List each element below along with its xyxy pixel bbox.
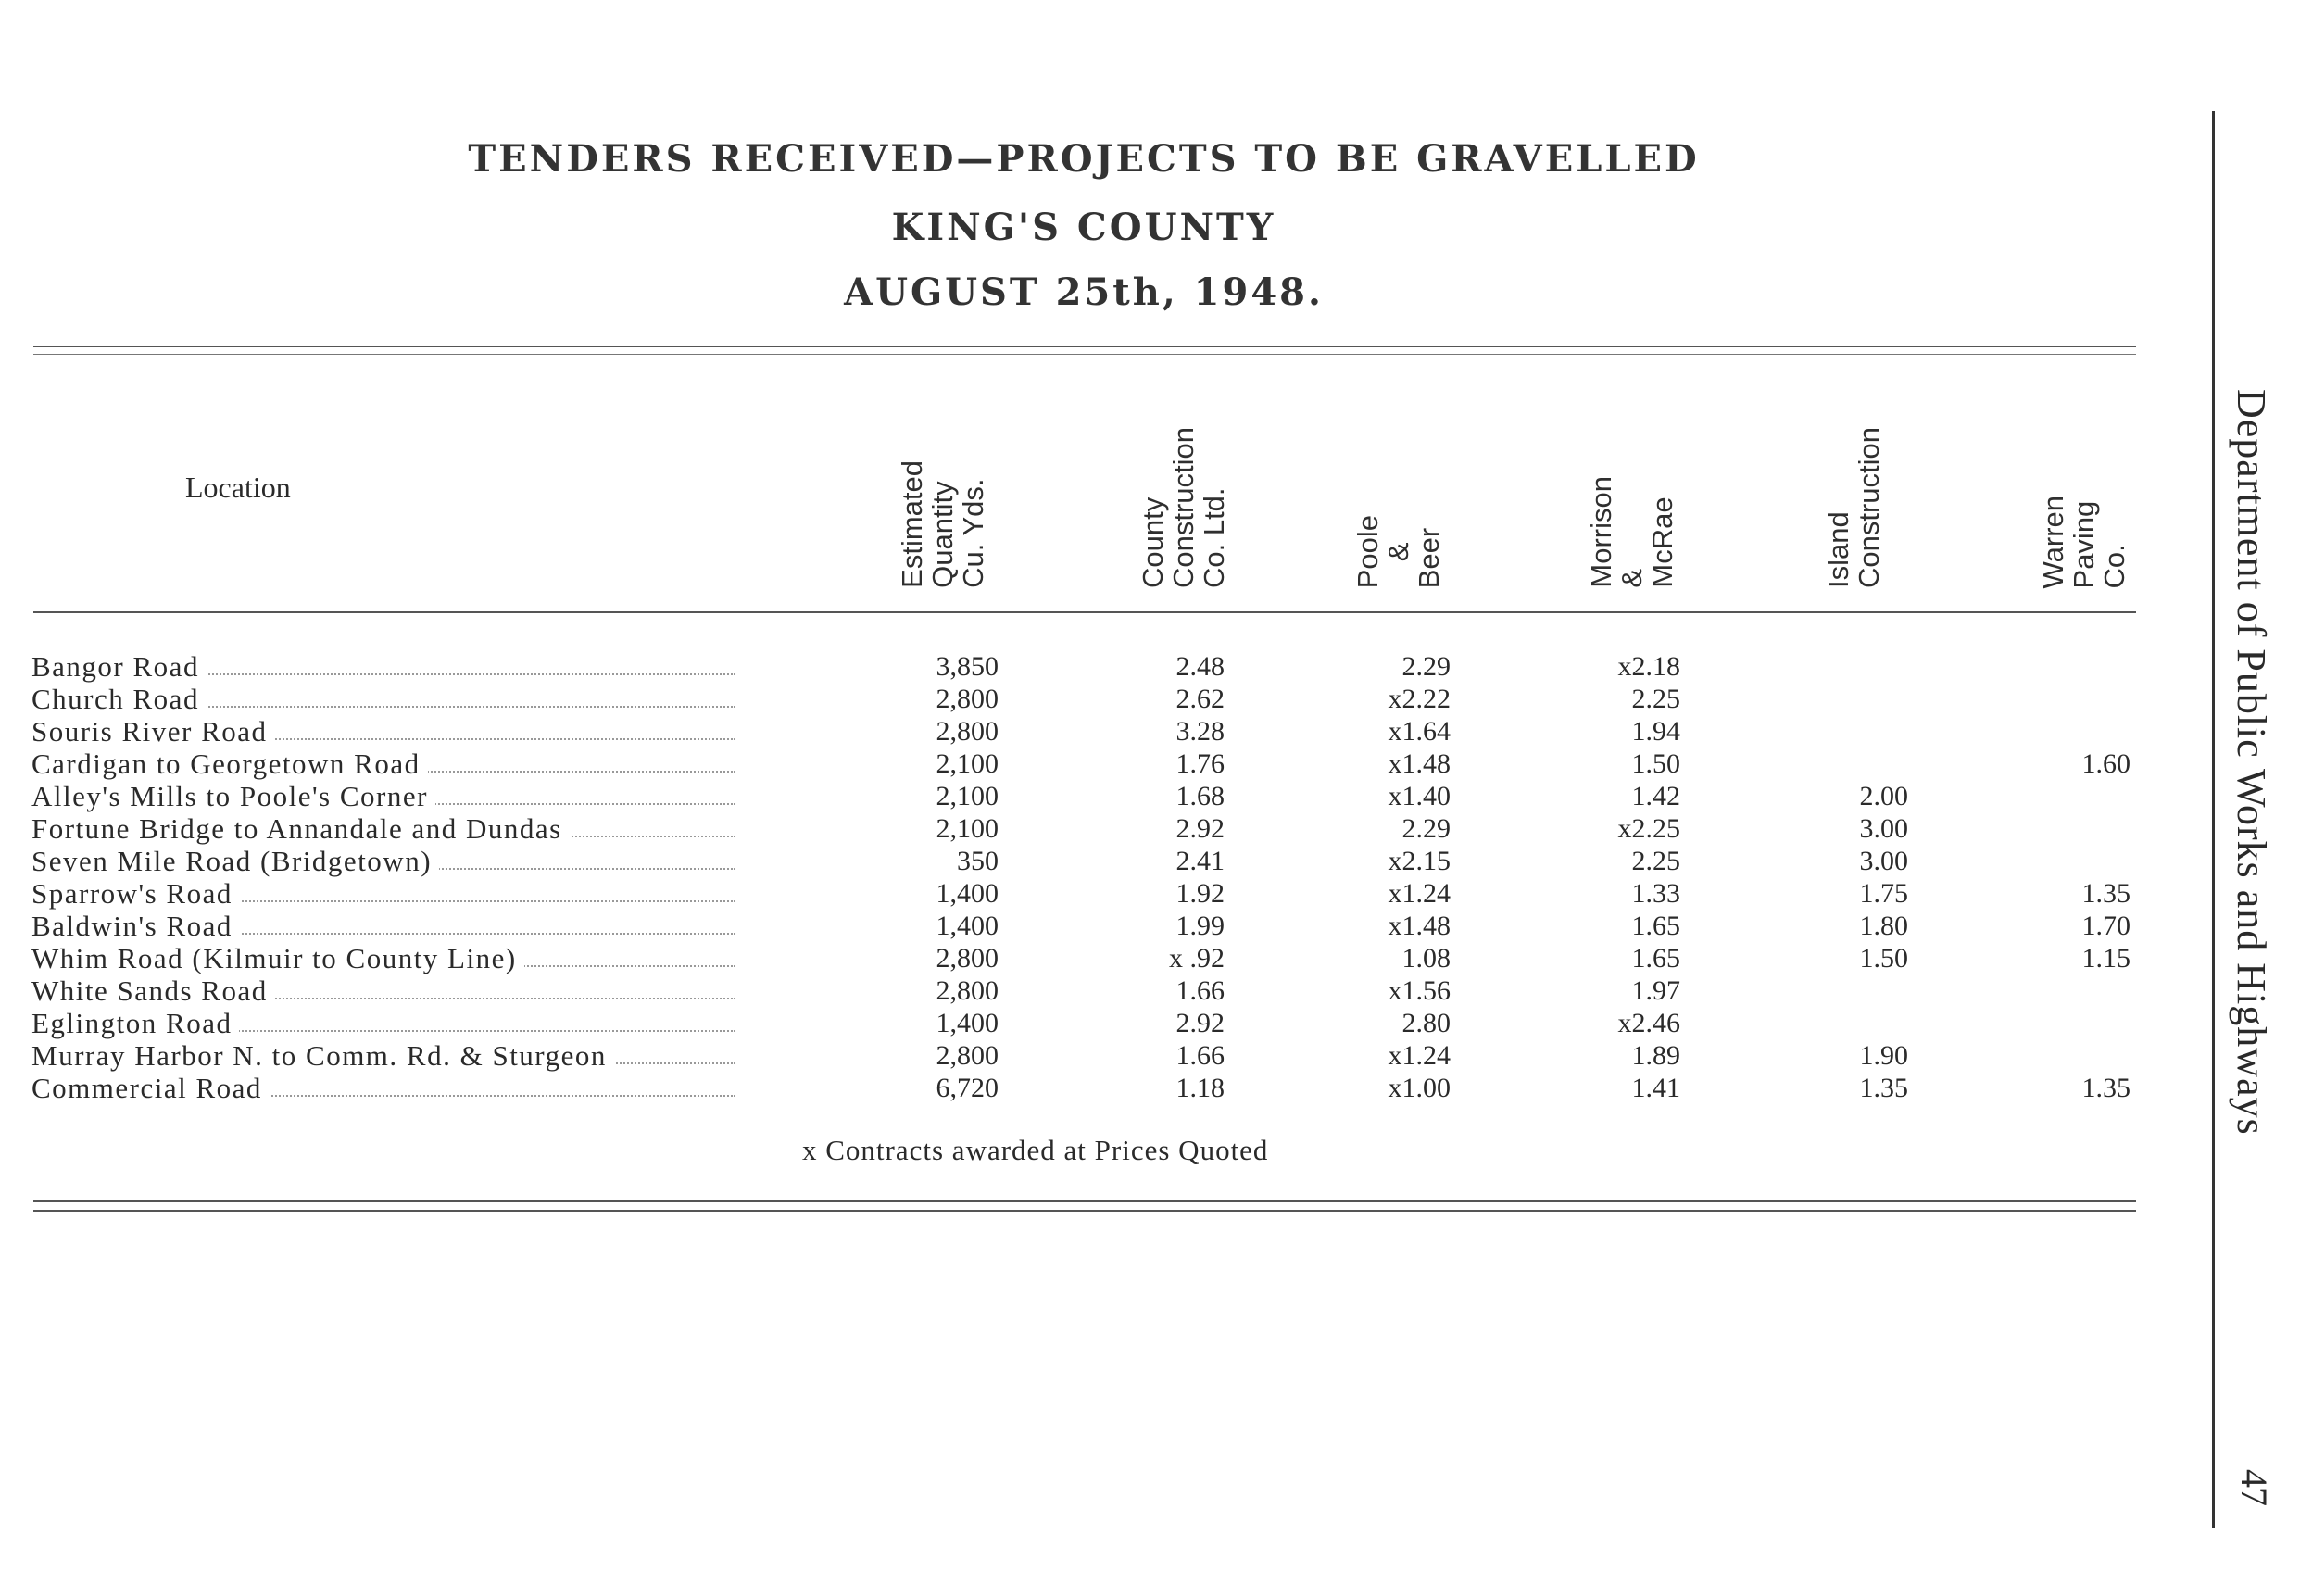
cell-island xyxy=(1760,650,1908,683)
table-row xyxy=(0,812,2168,845)
cell-quantity: 2,100 xyxy=(936,781,999,811)
cell-morrison: 1.41 xyxy=(1631,1073,1680,1103)
header-island xyxy=(1823,427,1884,588)
location-name: White Sands Road xyxy=(31,974,275,1007)
cell-warren: 1.70 xyxy=(2081,911,2130,941)
cell-quantity: 350 xyxy=(957,846,999,876)
cell-island xyxy=(1760,683,1908,715)
cell-warren xyxy=(1964,780,2130,812)
row-location xyxy=(31,812,735,845)
cell-island: 1.75 xyxy=(1859,878,1908,909)
cell-morrison: 1.33 xyxy=(1631,878,1680,909)
cell-island: 1.50 xyxy=(1859,943,1908,974)
header-quantity xyxy=(897,460,988,588)
table-row xyxy=(0,1039,2168,1072)
cell-warren: 1.35 xyxy=(2081,1073,2130,1103)
cell-morrison: 1.65 xyxy=(1631,943,1680,974)
bottom-rule-thin xyxy=(33,1210,2136,1212)
cell-warren xyxy=(1964,683,2130,715)
cell-poole: x1.24 xyxy=(1388,878,1451,909)
header-poole-line1: Poole xyxy=(1351,514,1384,588)
location-name: Cardigan to Georgetown Road xyxy=(31,748,428,780)
header-quantity-line3: Cu. Yds. xyxy=(957,478,989,588)
table-row xyxy=(0,683,2168,715)
header-poole xyxy=(1352,515,1444,588)
cell-quantity: 2,800 xyxy=(936,1040,999,1071)
header-quantity-line1: Estimated xyxy=(896,460,928,588)
header-morrison-line1: Morrison xyxy=(1585,476,1617,588)
cell-island: 2.00 xyxy=(1859,781,1908,811)
cell-morrison: x2.46 xyxy=(1617,1008,1680,1038)
cell-island xyxy=(1760,748,1908,780)
cell-county: 1.66 xyxy=(1175,1040,1225,1071)
table-row xyxy=(0,877,2168,910)
cell-island: 3.00 xyxy=(1859,846,1908,876)
header-county xyxy=(1137,427,1229,588)
bottom-rule xyxy=(33,1200,2136,1202)
header-county-line3: Co. Ltd. xyxy=(1198,487,1230,588)
cell-island: 1.35 xyxy=(1859,1073,1908,1103)
header-island-line1: Island xyxy=(1822,511,1854,588)
cell-quantity: 2,800 xyxy=(936,716,999,747)
cell-poole: x1.40 xyxy=(1388,781,1451,811)
cell-warren xyxy=(1964,812,2130,845)
header-county-line1: County xyxy=(1137,496,1169,588)
date-subtitle: AUGUST 25th, 1948. xyxy=(844,270,1324,314)
row-location xyxy=(31,748,735,780)
header-morrison xyxy=(1586,476,1678,588)
header-location: Location xyxy=(185,471,291,504)
cell-morrison: x2.18 xyxy=(1617,651,1680,682)
county-subtitle: KING'S COUNTY xyxy=(891,206,1276,249)
cell-morrison: 1.50 xyxy=(1631,748,1680,779)
location-name: Church Road xyxy=(31,683,207,715)
location-name: Baldwin's Road xyxy=(31,910,240,942)
cell-island: 1.80 xyxy=(1859,911,1908,941)
header-warren-line3: Co. xyxy=(2098,543,2130,588)
header-warren-line1: Warren xyxy=(2037,495,2069,588)
location-name: Whim Road (Kilmuir to County Line) xyxy=(31,942,524,974)
side-rule xyxy=(2212,111,2215,1528)
row-location xyxy=(31,1039,735,1072)
row-location xyxy=(31,1007,735,1039)
page-number: 47 xyxy=(2233,1469,2275,1506)
cell-poole: 2.29 xyxy=(1401,813,1451,844)
cell-county: 1.99 xyxy=(1175,911,1225,941)
table-row xyxy=(0,942,2168,974)
table-row xyxy=(0,715,2168,748)
cell-island xyxy=(1760,715,1908,748)
cell-morrison: 1.97 xyxy=(1631,975,1680,1006)
cell-warren: 1.60 xyxy=(2081,748,2130,779)
cell-morrison: x2.25 xyxy=(1617,813,1680,844)
cell-poole: x1.64 xyxy=(1388,716,1451,747)
cell-poole: x1.56 xyxy=(1388,975,1451,1006)
cell-county: 2.41 xyxy=(1175,846,1225,876)
location-name: Murray Harbor N. to Comm. Rd. & Sturgeon xyxy=(31,1039,614,1072)
cell-county: 1.18 xyxy=(1175,1073,1225,1103)
cell-poole: x1.24 xyxy=(1388,1040,1451,1071)
document-title: TENDERS RECEIVED—PROJECTS TO BE GRAVELLED xyxy=(468,137,1700,181)
row-location xyxy=(31,942,735,974)
cell-morrison: 2.25 xyxy=(1631,846,1680,876)
cell-island: 3.00 xyxy=(1859,813,1908,844)
header-quantity-line2: Quantity xyxy=(926,481,959,588)
cell-morrison: 2.25 xyxy=(1631,684,1680,714)
table-row xyxy=(0,974,2168,1007)
cell-county: 1.92 xyxy=(1175,878,1225,909)
location-name: Commercial Road xyxy=(31,1072,270,1104)
cell-morrison: 1.94 xyxy=(1631,716,1680,747)
row-location xyxy=(31,974,735,1007)
header-island-line2: Construction xyxy=(1853,426,1885,588)
cell-morrison: 1.42 xyxy=(1631,781,1680,811)
cell-quantity: 1,400 xyxy=(936,1008,999,1038)
location-name: Bangor Road xyxy=(31,650,207,683)
cell-county: 1.66 xyxy=(1175,975,1225,1006)
table-row xyxy=(0,910,2168,942)
cell-quantity: 3,850 xyxy=(936,651,999,682)
cell-county: 1.76 xyxy=(1175,748,1225,779)
cell-county: 2.92 xyxy=(1175,813,1225,844)
header-county-line2: Construction xyxy=(1167,426,1200,588)
cell-quantity: 2,800 xyxy=(936,975,999,1006)
cell-island: 1.90 xyxy=(1859,1040,1908,1071)
table-row xyxy=(0,1072,2168,1104)
cell-morrison: 1.65 xyxy=(1631,911,1680,941)
row-location xyxy=(31,780,735,812)
cell-poole: x1.48 xyxy=(1388,911,1451,941)
cell-warren: 1.15 xyxy=(2081,943,2130,974)
table-row xyxy=(0,650,2168,683)
cell-warren xyxy=(1964,1007,2130,1039)
cell-quantity: 1,400 xyxy=(936,878,999,909)
cell-warren xyxy=(1964,650,2130,683)
header-poole-line3: Beer xyxy=(1413,527,1445,588)
table-row xyxy=(0,845,2168,877)
cell-county: 1.68 xyxy=(1175,781,1225,811)
top-rule xyxy=(33,346,2136,347)
table-row xyxy=(0,748,2168,780)
row-location xyxy=(31,683,735,715)
cell-poole: 1.08 xyxy=(1401,943,1451,974)
top-rule-thin xyxy=(33,354,2136,355)
header-morrison-line3: McRae xyxy=(1646,496,1678,588)
cell-county: 3.28 xyxy=(1175,716,1225,747)
cell-quantity: 6,720 xyxy=(936,1073,999,1103)
cell-poole: x2.22 xyxy=(1388,684,1451,714)
cell-poole: 2.80 xyxy=(1401,1008,1451,1038)
table-row xyxy=(0,1007,2168,1039)
cell-warren: 1.35 xyxy=(2081,878,2130,909)
cell-poole: x1.48 xyxy=(1388,748,1451,779)
footnote: x Contracts awarded at Prices Quoted xyxy=(802,1134,1269,1166)
cell-quantity: 2,100 xyxy=(936,813,999,844)
cell-quantity: 2,100 xyxy=(936,748,999,779)
row-location xyxy=(31,845,735,877)
cell-county: 2.62 xyxy=(1175,684,1225,714)
cell-warren xyxy=(1964,974,2130,1007)
row-location xyxy=(31,877,735,910)
location-name: Souris River Road xyxy=(31,715,275,748)
row-location xyxy=(31,650,735,683)
location-name: Sparrow's Road xyxy=(31,877,240,910)
department-running-head: Department of Public Works and Highways xyxy=(2229,389,2274,1136)
row-location xyxy=(31,715,735,748)
cell-morrison: 1.89 xyxy=(1631,1040,1680,1071)
location-name: Eglington Road xyxy=(31,1007,239,1039)
header-morrison-line2: & xyxy=(1615,569,1648,588)
cell-quantity: 1,400 xyxy=(936,911,999,941)
cell-quantity: 2,800 xyxy=(936,943,999,974)
cell-poole: 2.29 xyxy=(1401,651,1451,682)
location-name: Fortune Bridge to Annandale and Dundas xyxy=(31,812,570,845)
location-name: Seven Mile Road (Bridgetown) xyxy=(31,845,439,877)
cell-county: x .92 xyxy=(1169,943,1225,974)
location-name: Alley's Mills to Poole's Corner xyxy=(31,780,435,812)
cell-warren xyxy=(1964,1039,2130,1072)
cell-poole: x1.00 xyxy=(1388,1073,1451,1103)
cell-island xyxy=(1760,1007,1908,1039)
header-warren xyxy=(2038,496,2130,588)
cell-warren xyxy=(1964,715,2130,748)
row-location xyxy=(31,1072,735,1104)
table-row xyxy=(0,780,2168,812)
header-warren-line2: Paving xyxy=(2067,500,2100,588)
row-location xyxy=(31,910,735,942)
header-poole-line2: & xyxy=(1382,542,1414,561)
cell-county: 2.92 xyxy=(1175,1008,1225,1038)
cell-warren xyxy=(1964,845,2130,877)
cell-island xyxy=(1760,974,1908,1007)
cell-quantity: 2,800 xyxy=(936,684,999,714)
header-rule xyxy=(33,611,2136,613)
cell-poole: x2.15 xyxy=(1388,846,1451,876)
cell-county: 2.48 xyxy=(1175,651,1225,682)
